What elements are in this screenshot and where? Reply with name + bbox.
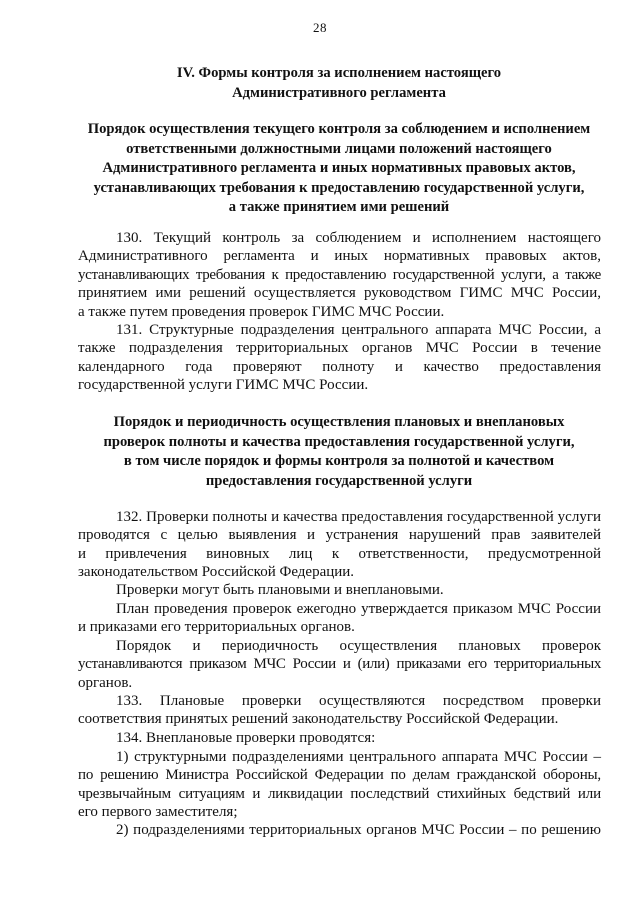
section-title — [78, 64, 600, 103]
subsection-title-line: предоставления государственной услуги — [205, 472, 473, 489]
paragraph-line: 130. Текущий контроль за соблюдением и исполнением настоящего — [116, 230, 601, 246]
section-title-line: Административного регламента — [232, 84, 446, 101]
paragraph-inspection-plan — [78, 600, 601, 637]
paragraph-line: 131. Структурные подразделения центрального аппарата МЧС России, а — [116, 322, 601, 338]
paragraph-line: Порядок и периодичность осуществления плановых проверок — [116, 638, 601, 654]
paragraph-item-2 — [78, 821, 601, 839]
paragraph-line: и приказами его территориальных органов. — [78, 619, 355, 636]
paragraph-line: и привлечения виновных лиц к ответственности, предусмотренной — [78, 545, 601, 562]
paragraph-line: 1) структурными подразделениями центрального аппарата МЧС России – — [116, 749, 601, 765]
page-number: 28 — [313, 20, 327, 35]
paragraph-line: чрезвычайным ситуациям и ликвидации последствий стихийных бедствий или — [78, 785, 601, 802]
subsection-title-line: проверок полноты и качества предоставления государственной услуги, — [103, 433, 575, 450]
paragraph-134 — [78, 729, 601, 747]
paragraph-line: Административного регламента и иных нормативных правовых актов, — [78, 248, 601, 265]
paragraph-line: календарного года проверяют полноту и качество предоставления — [78, 358, 601, 375]
paragraph-inspection-types — [78, 581, 601, 599]
paragraph-line: 2) подразделениями территориальных органов МЧС России – по решению — [116, 822, 601, 838]
paragraph-order-periodicity — [78, 637, 601, 692]
paragraph-line: соответствия принятых решений законодательству Российской Федерации. — [78, 711, 559, 728]
paragraph-131 — [78, 321, 601, 395]
paragraph-line: Проверки могут быть плановыми и внеплановыми. — [116, 582, 444, 598]
paragraph-line: проводятся с целью выявления и устранения нарушений прав заявителей — [78, 527, 601, 544]
subsection-title-current-control — [78, 120, 600, 218]
subsection-title-line: а также принятием ими решений — [228, 199, 450, 215]
subsection-title-line: ответственными должностными лицами положений настоящего — [126, 140, 552, 157]
paragraph-132 — [78, 508, 601, 582]
paragraph-130 — [78, 229, 601, 321]
paragraph-line: государственной услуги ГИМС МЧС России. — [78, 377, 369, 394]
paragraph-line: устанавливающих требования к предоставлению государственной услуги, а также — [78, 266, 601, 283]
paragraph-line: 132. Проверки полноты и качества предоставления государственной услуги — [116, 509, 601, 525]
paragraph-item-1 — [78, 748, 601, 822]
paragraph-line: его первого заместителя; — [78, 804, 238, 821]
paragraph-line: законодательством Российской Федерации. — [78, 564, 355, 581]
paragraph-line: органов. — [78, 674, 133, 691]
paragraph-line: также подразделения территориальных органов МЧС России в течение — [78, 340, 601, 357]
paragraph-line: 134. Внеплановые проверки проводятся: — [116, 730, 376, 746]
paragraph-line: План проведения проверок ежегодно утверждается приказом МЧС России — [116, 601, 601, 617]
subsection-title-line: Порядок и периодичность осуществления плановых и внеплановых — [113, 414, 565, 430]
subsection-title-inspections — [78, 413, 600, 491]
section-title-line: IV. Формы контроля за исполнением настоящего — [176, 65, 502, 81]
paragraph-133 — [78, 692, 601, 729]
subsection-title-line: Административного регламента и иных нормативных правовых актов, — [102, 160, 576, 176]
subsection-title-line: Порядок осуществления текущего контроля за соблюдением и исполнением — [87, 121, 591, 137]
paragraph-line: а также путем проведения проверок ГИМС МЧС России. — [78, 303, 445, 320]
subsection-title-line: в том числе порядок и формы контроля за полнотой и качеством — [123, 453, 555, 469]
subsection-title-line: устанавливающих требования к предоставлению государственной услуги, — [93, 179, 585, 196]
paragraph-line: по решению Министра Российской Федерации по делам гражданской обороны, — [78, 767, 601, 784]
paragraph-line: принятием ими решений осуществляется руководством ГИМС МЧС России, — [78, 285, 601, 302]
paragraph-line: 133. Плановые проверки осуществляются посредством проверки — [116, 693, 601, 709]
paragraph-line: устанавливаются приказом МЧС России и (или) приказами его территориальных — [78, 656, 601, 673]
